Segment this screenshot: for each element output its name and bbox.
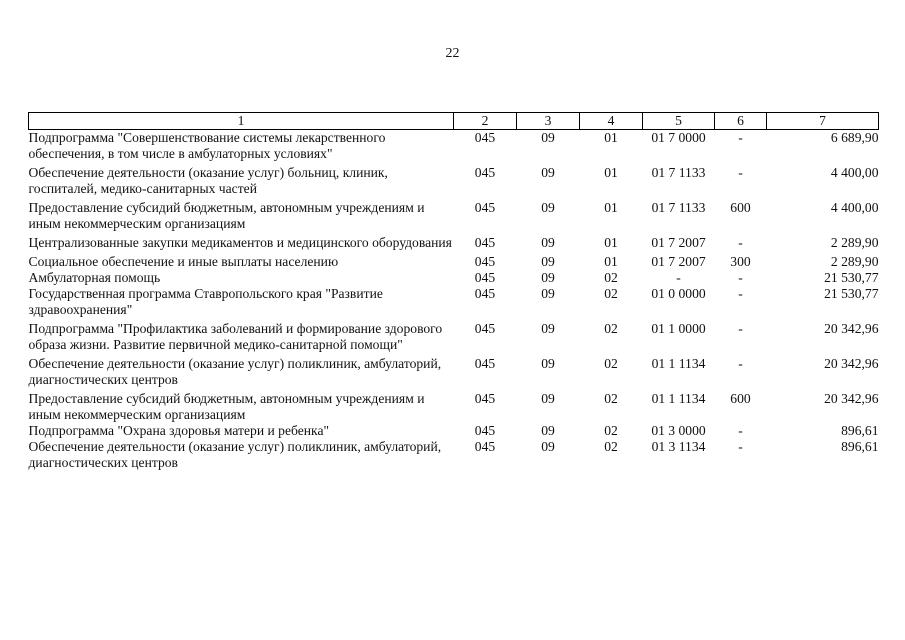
table-row <box>29 235 879 254</box>
row-amount: 21 530,77 <box>824 286 879 301</box>
row-amount: 20 342,96 <box>824 356 879 371</box>
row-code-2: 045 <box>474 321 496 336</box>
row-name: Обеспечение деятельности (оказание услуг) поликлиник, амбулаторий, диагностических центров <box>28 439 442 470</box>
row-code-2: 045 <box>474 165 496 180</box>
row-code-3: 09 <box>541 286 555 301</box>
row-amount: 896,61 <box>841 439 879 454</box>
row-code-4: 02 <box>604 286 618 301</box>
row-code-5: 01 7 0000 <box>651 130 706 145</box>
row-amount: 20 342,96 <box>824 391 879 406</box>
row-name: Обеспечение деятельности (оказание услуг) поликлиник, амбулаторий, диагностических центров <box>28 356 442 387</box>
column-header-3: 3 <box>517 113 580 130</box>
page-number: 22 <box>445 46 460 61</box>
row-code-5: 01 3 0000 <box>651 423 706 438</box>
column-header-4: 4 <box>580 113 643 130</box>
row-code-6: 600 <box>730 200 751 215</box>
row-code-3: 09 <box>541 321 555 336</box>
row-amount: 4 400,00 <box>830 200 879 215</box>
table-row <box>29 200 879 235</box>
row-code-5: - <box>676 270 681 285</box>
table-row <box>29 391 879 423</box>
row-code-5: 01 1 0000 <box>651 321 706 336</box>
row-code-4: 02 <box>604 356 618 371</box>
row-code-6: - <box>738 286 743 301</box>
row-code-3: 09 <box>541 423 555 438</box>
row-code-3: 09 <box>541 254 555 269</box>
row-code-4: 02 <box>604 321 618 336</box>
row-name: Социальное обеспечение и иные выплаты населению <box>28 254 339 269</box>
row-code-4: 02 <box>604 391 618 406</box>
row-code-5: 01 7 1133 <box>651 165 706 180</box>
column-header-2: 2 <box>454 113 517 130</box>
table-row <box>29 423 879 439</box>
row-name: Централизованные закупки медикаментов и медицинского оборудования <box>28 235 452 250</box>
column-header-7: 7 <box>767 113 879 130</box>
row-name: Подпрограмма "Совершенствование системы лекарственного обеспечения, в том числе в амбулаторных условиях" <box>28 130 386 161</box>
row-code-6: - <box>738 356 743 371</box>
row-code-5: 01 3 1134 <box>651 439 706 454</box>
row-code-6: 600 <box>730 391 751 406</box>
row-code-2: 045 <box>474 286 496 301</box>
row-amount: 2 289,90 <box>830 254 879 269</box>
row-code-3: 09 <box>541 130 555 145</box>
row-code-2: 045 <box>474 423 496 438</box>
row-amount: 4 400,00 <box>830 165 879 180</box>
row-code-3: 09 <box>541 356 555 371</box>
row-amount: 896,61 <box>841 423 879 438</box>
row-code-5: 01 1 1134 <box>651 391 706 406</box>
row-name: Предоставление субсидий бюджетным, автономным учреждениям и иным некоммерческим организациям <box>28 200 425 231</box>
table-row <box>29 439 879 471</box>
row-code-4: 01 <box>604 165 618 180</box>
row-code-4: 01 <box>604 130 618 145</box>
row-code-3: 09 <box>541 391 555 406</box>
table-row <box>29 270 879 286</box>
row-code-2: 045 <box>474 254 496 269</box>
row-amount: 21 530,77 <box>824 270 879 285</box>
row-code-5: 01 7 1133 <box>651 200 706 215</box>
table-row <box>29 286 879 321</box>
row-code-4: 01 <box>604 200 618 215</box>
row-name: Предоставление субсидий бюджетным, автономным учреждениям и иным некоммерческим организациям <box>28 391 425 422</box>
table-header-row <box>29 113 879 130</box>
row-code-6: - <box>738 130 743 145</box>
row-name: Амбулаторная помощь <box>28 270 161 285</box>
row-code-3: 09 <box>541 235 555 250</box>
row-code-6: - <box>738 423 743 438</box>
row-code-5: 01 1 1134 <box>651 356 706 371</box>
row-code-5: 01 7 2007 <box>651 235 706 250</box>
row-code-5: 01 0 0000 <box>651 286 706 301</box>
row-code-3: 09 <box>541 200 555 215</box>
row-name: Обеспечение деятельности (оказание услуг) больниц, клиник, госпиталей, медико-санитарных частей <box>28 165 388 196</box>
row-code-6: - <box>738 165 743 180</box>
row-code-4: 01 <box>604 235 618 250</box>
table-row <box>29 321 879 356</box>
row-code-4: 02 <box>604 270 618 285</box>
column-header-5: 5 <box>643 113 715 130</box>
row-code-4: 01 <box>604 254 618 269</box>
row-name: Подпрограмма "Профилактика заболеваний и формирование здорового образа жизни. Развитие первичной медико-санитарной помощи" <box>28 321 443 352</box>
column-header-1: 1 <box>29 113 454 130</box>
table-row <box>29 165 879 200</box>
row-name: Подпрограмма "Охрана здоровья матери и ребенка" <box>28 423 330 438</box>
row-code-2: 045 <box>474 356 496 371</box>
row-code-6: 300 <box>730 254 751 269</box>
table-row <box>29 130 879 166</box>
column-header-6: 6 <box>715 113 767 130</box>
row-code-6: - <box>738 439 743 454</box>
row-amount: 2 289,90 <box>830 235 879 250</box>
row-code-3: 09 <box>541 439 555 454</box>
row-code-3: 09 <box>541 270 555 285</box>
row-name: Государственная программа Ставропольского края "Развитие здравоохранения" <box>28 286 383 317</box>
row-code-2: 045 <box>474 200 496 215</box>
row-code-6: - <box>738 270 743 285</box>
table-row <box>29 254 879 270</box>
row-code-2: 045 <box>474 439 496 454</box>
row-code-4: 02 <box>604 439 618 454</box>
row-amount: 20 342,96 <box>824 321 879 336</box>
row-code-2: 045 <box>474 130 496 145</box>
row-code-4: 02 <box>604 423 618 438</box>
row-code-6: - <box>738 235 743 250</box>
row-code-6: - <box>738 321 743 336</box>
row-code-2: 045 <box>474 270 496 285</box>
row-code-2: 045 <box>474 235 496 250</box>
row-code-5: 01 7 2007 <box>651 254 706 269</box>
row-amount: 6 689,90 <box>830 130 879 145</box>
row-code-3: 09 <box>541 165 555 180</box>
row-code-2: 045 <box>474 391 496 406</box>
table-row <box>29 356 879 391</box>
budget-table <box>28 112 879 471</box>
